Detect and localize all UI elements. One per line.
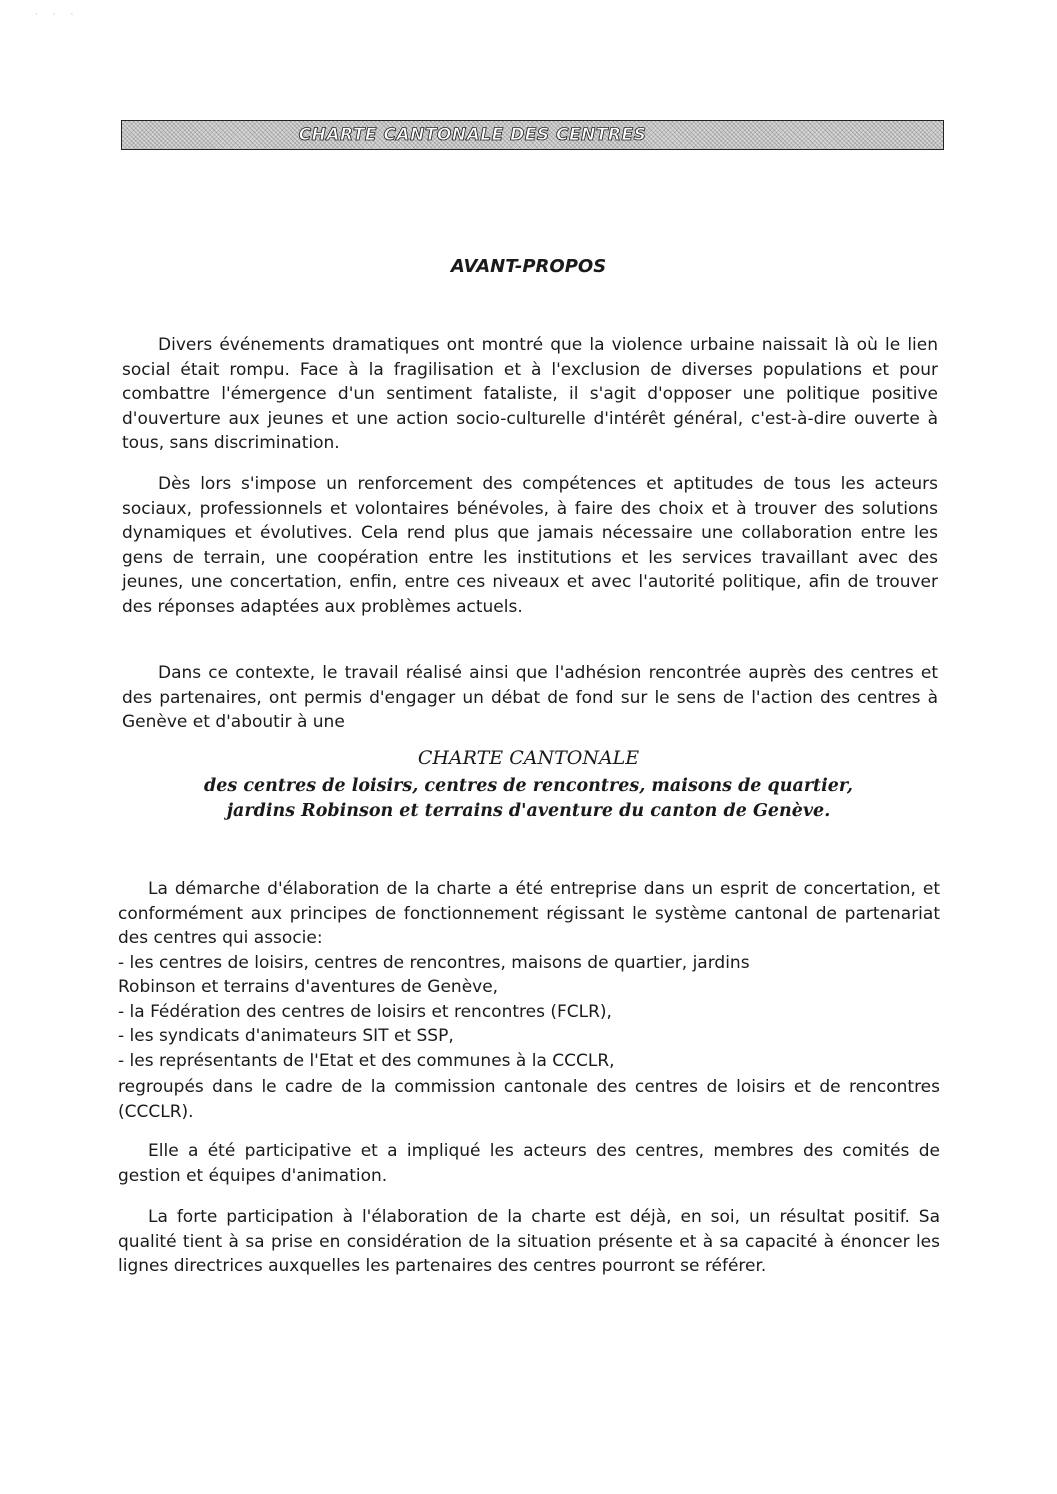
- list-item-centres: - les centres de loisirs, centres de rencontres, maisons de quartier, jardins: [118, 953, 750, 973]
- participation-paragraph: Elle a été participative et a impliqué les acteurs des centres, membres des comités de gestion et équipes d'animation.: [118, 1141, 940, 1186]
- charter-subtitle-line-1: des centres de loisirs, centres de rencontres, maisons de quartier,: [204, 776, 853, 796]
- charter-subtitle-line-2: jardins Robinson et terrains d'aventure du canton de Genève.: [226, 801, 831, 821]
- paragraph-3: Dans ce contexte, le travail réalisé ainsi que l'adhésion rencontrée auprès des centres et des partenaires, ont permis d'engager un débat de fond sur le sens de l'action des centres à Genève et d'aboutir à une: [122, 663, 938, 732]
- charter-title: CHARTE CANTONALE: [417, 747, 640, 769]
- paragraph-1: Divers événements dramatiques ont montré que la violence urbaine naissait là où le lien social était rompu. Face à la fragilisation et à l'exclusion de diverses populations et pour combattre l'émergence d'un sentiment fataliste, il s'agit d'opposer une politique positive d'ouverture aux jeunes et une action socio-culturelle d'intérêt général, c'est-à-dire ouverte à tous, sans discrimination.: [122, 335, 938, 453]
- scan-artifact: · · ·: [35, 10, 80, 20]
- list-item-centres-cont: Robinson et terrains d'aventures de Genève,: [118, 977, 499, 997]
- demarche-closing: regroupés dans le cadre de la commission cantonale des centres de loisirs et de rencontres (CCCLR).: [118, 1077, 940, 1122]
- header-banner: [121, 120, 944, 150]
- demarche-intro: La démarche d'élaboration de la charte a été entreprise dans un esprit de concertation, et conformément aux principes de fonctionnement régissant le système cantonal de partenariat des centres qui associe:: [118, 879, 940, 948]
- list-item-fclr: - la Fédération des centres de loisirs et rencontres (FCLR),: [118, 1002, 612, 1022]
- list-item-syndicats: - les syndicats d'animateurs SIT et SSP,: [118, 1026, 454, 1046]
- avant-propos-heading: AVANT-PROPOS: [450, 256, 607, 277]
- paragraph-2: Dès lors s'impose un renforcement des compétences et aptitudes de tous les acteurs sociaux, professionnels et volontaires bénévoles, à faire des choix et à trouver des solutions dynamiques et évolutives. Cela rend plus que jamais nécessaire une collaboration entre les gens de terrain, une coopération entre les institutions et les services travaillant avec des jeunes, une concertation, enfin, entre ces niveaux et avec l'autorité politique, afin de trouver des réponses adaptées aux problèmes actuels.: [122, 474, 938, 617]
- banner-title: CHARTE CANTONALE DES CENTRES: [298, 125, 647, 145]
- list-item-representants: - les représentants de l'Etat et des communes à la CCCLR,: [118, 1051, 615, 1071]
- result-paragraph: La forte participation à l'élaboration de la charte est déjà, en soi, un résultat positif. Sa qualité tient à sa prise en considération de la situation présente et à sa capacité à énoncer les lignes directrices auxquelles les partenaires des centres pourront se référer.: [118, 1207, 940, 1276]
